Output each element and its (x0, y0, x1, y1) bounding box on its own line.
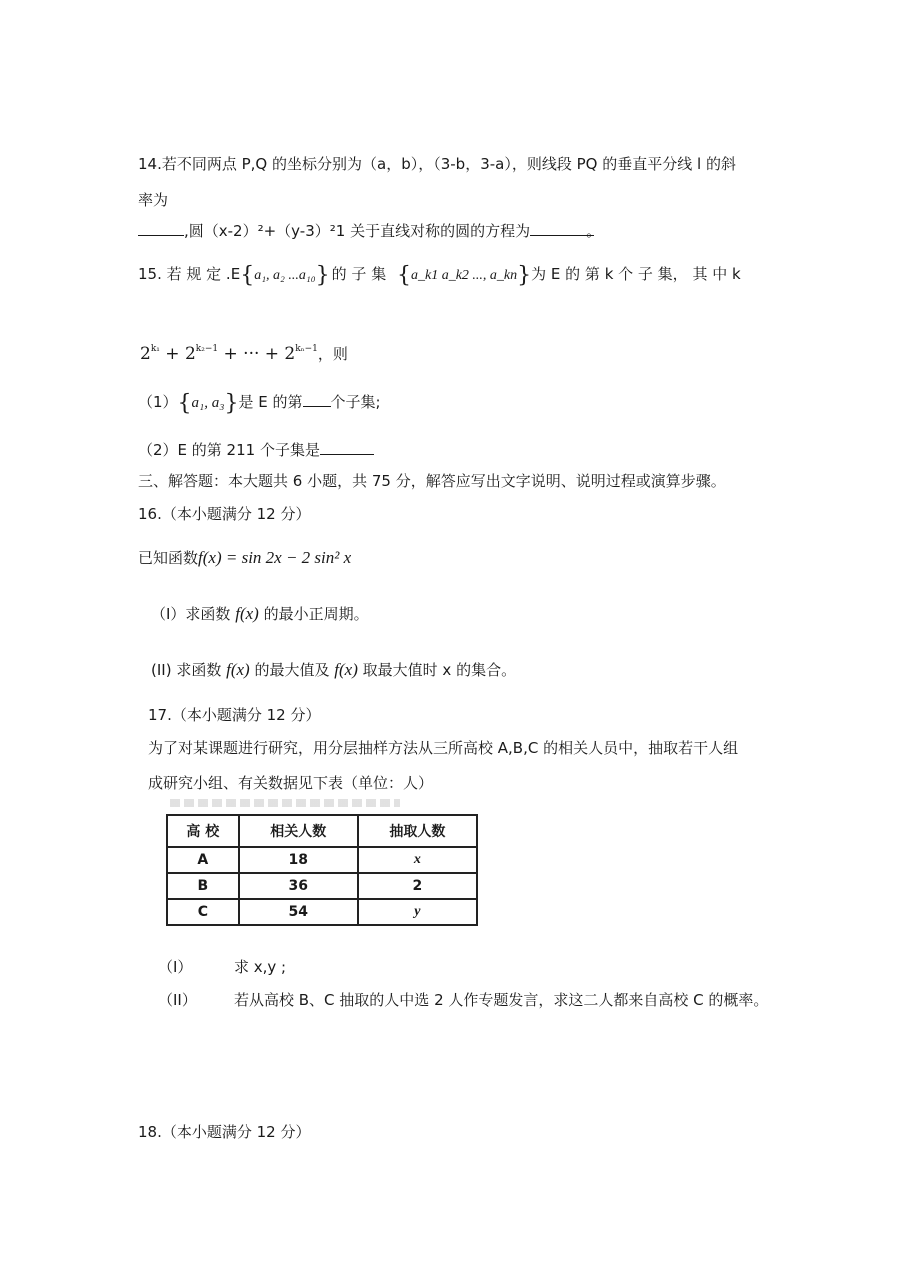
q15-power-sum: $2^{k_1} + 2^{k_2-1}$ + ··· + $2^{k_n-1}$，则 (140, 344, 348, 364)
q17-part1-label: （I） (158, 958, 193, 976)
q15-line1 (138, 264, 741, 286)
table-row (167, 847, 477, 873)
q17-line1: 为了对某课题进行研究，用分层抽样方法从三所高校 A,B,C 的相关人员中，抽取若干人组 (148, 739, 739, 757)
q14-line2: 率为 (138, 191, 169, 209)
table-row (167, 873, 477, 899)
q16-title: 16.（本小题满分 12 分） (138, 505, 311, 523)
q17-title: 17.（本小题满分 12 分） (148, 706, 321, 724)
brace-open: { (396, 263, 411, 288)
q16-part1 (151, 604, 369, 624)
answer-blank (320, 440, 374, 455)
q15-part1-text: 是 E 的第 (238, 393, 303, 411)
set-a1-a3: a₁, a₃ (191, 395, 225, 411)
q15-prefix: 15. 若 规 定 .E (138, 265, 241, 283)
table-cell: 36 (239, 873, 358, 899)
table-cell: A (167, 847, 239, 873)
q17-part2-label: （II） (158, 991, 197, 1009)
table-cell: B (167, 873, 239, 899)
q14-line3-text: ,圆（x-2）²+（y-3）²1 关于直线对称的圆的方程为 (184, 222, 531, 240)
q15-pow-tail: ，则 (317, 345, 348, 363)
q15-part1-tail: 个子集; (330, 393, 381, 411)
table-row (167, 899, 477, 925)
table-cell: x (358, 847, 477, 873)
q16-part1-prefix: （I）求函数 (151, 605, 231, 623)
table-header-cell: 抽取人数 (358, 815, 477, 847)
q16-given (138, 548, 351, 568)
q15-part2 (138, 440, 374, 460)
q17-line2: 成研究小组、有关数据见下表（单位：人） (148, 774, 434, 792)
q16-given-prefix: 已知函数 (138, 549, 199, 567)
q17-part2-text: 若从高校 B、C 抽取的人中选 2 人作专题发言，求这二人都来自高校 C 的概率。 (234, 991, 769, 1009)
q15-mid2: 为 E 的 第 k 个 子 集， 其 中 k (531, 265, 741, 283)
q17-part1-text: 求 x,y ; (234, 958, 287, 976)
q14-line3-end: 。 (586, 222, 602, 240)
brace-close: } (315, 263, 330, 288)
brace-open: { (177, 391, 192, 416)
brace-close: } (224, 391, 239, 416)
q16-part1-text: 的最小正周期。 (263, 605, 369, 623)
q15-part1-prefix: （1） (138, 393, 178, 411)
answer-blank (138, 221, 184, 236)
table-header-cell: 相关人数 (239, 815, 358, 847)
table-cell: C (167, 899, 239, 925)
set-subset: a_k1 a_k2 ..., a_kn (410, 268, 518, 283)
q14-line3 (138, 221, 602, 241)
q15-mid1: 的 子 集 (331, 265, 387, 283)
q14-line1: 14.若不同两点 P,Q 的坐标分别为（a，b），（3-b，3-a），则线段 PQ 的垂直平分线 l 的斜 (138, 155, 736, 173)
q16-part2-text: 取最大值时 x 的集合。 (362, 661, 517, 679)
answer-blank (303, 392, 331, 407)
q16-part2-prefix: (II) 求函数 (151, 661, 222, 679)
q15-part1 (138, 392, 381, 414)
brace-open: { (240, 263, 255, 288)
q15-part2-text: （2）E 的第 211 个子集是 (138, 441, 320, 459)
q16-part2 (151, 660, 516, 680)
table-cell: 2 (358, 873, 477, 899)
section-3-heading: 三、解答题：本大题共 6 小题，共 75 分，解答应写出文字说明、说明过程或演算步骤。 (138, 472, 726, 490)
q16-part2-fx: f(x) (226, 660, 250, 679)
q18-title: 18.（本小题满分 12 分） (138, 1123, 311, 1141)
table-header-cell: 高 校 (167, 815, 239, 847)
set-e: a₁, a₂ ...a₁₀ (254, 268, 316, 283)
q16-formula: f(x) = sin 2x − 2 sin² x (198, 548, 352, 567)
brace-close: } (517, 263, 532, 288)
table-cell: y (358, 899, 477, 925)
q16-part2-fx2: f(x) (334, 660, 358, 679)
q16-part1-fx: f(x) (235, 604, 259, 623)
table-header-row (167, 815, 477, 847)
table-cell: 18 (239, 847, 358, 873)
table-cell: 54 (239, 899, 358, 925)
data-table (166, 814, 478, 926)
answer-blank (530, 221, 602, 240)
scan-artifact (170, 799, 400, 807)
q16-part2-mid: 的最大值及 (254, 661, 330, 679)
